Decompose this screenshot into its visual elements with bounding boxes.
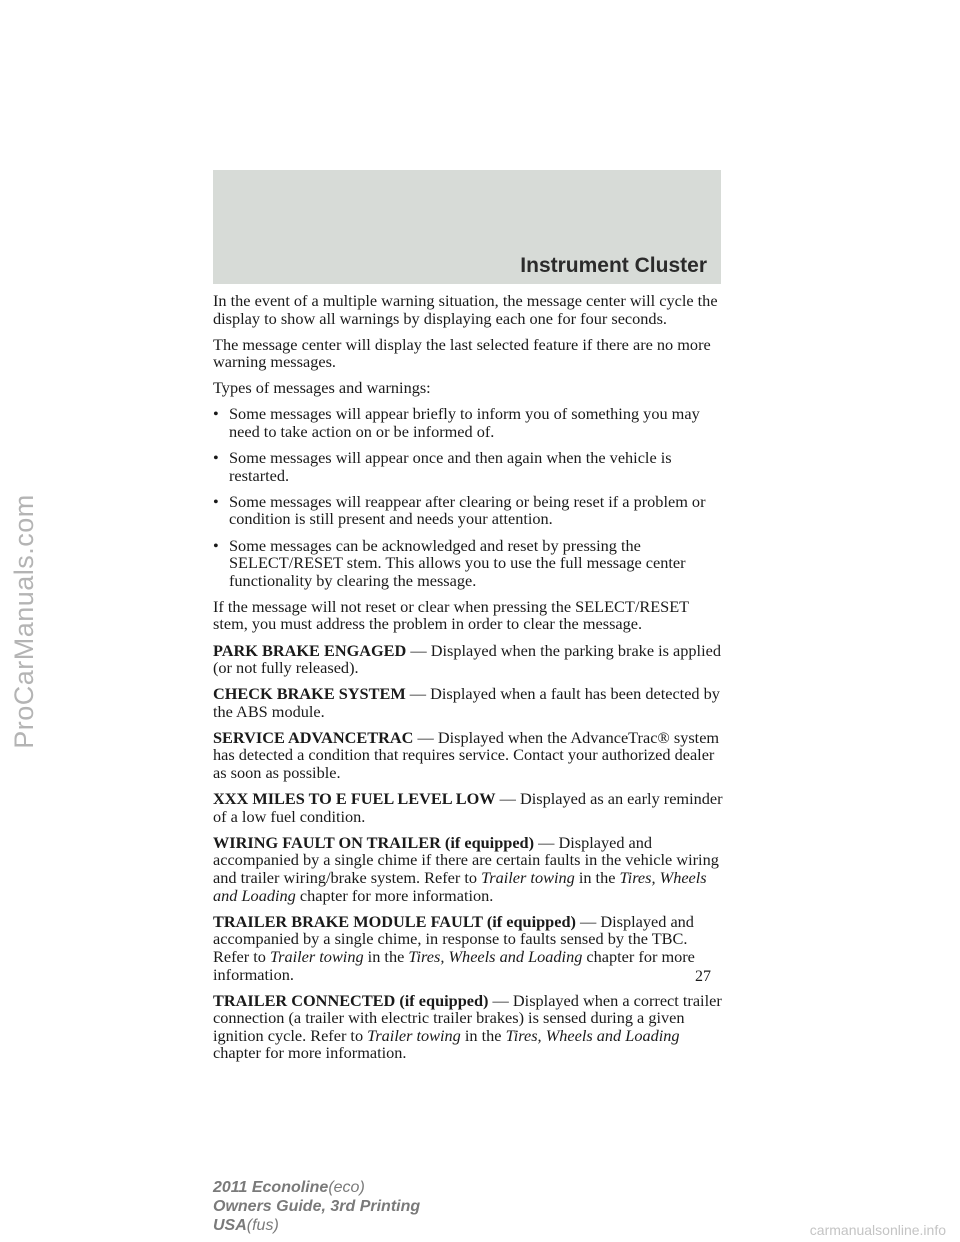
message-wiring-fault xyxy=(213,834,723,904)
message-types-list xyxy=(213,405,723,589)
footer-model-code: (eco) xyxy=(328,1179,365,1196)
message-term: TRAILER CONNECTED (if equipped) xyxy=(213,990,489,1010)
list-item-text: Some messages can be acknowledged and reset by pressing the SELECT/RESET stem. This allows you to use the full message center functionality by clearing the message. xyxy=(229,535,686,590)
message-term: CHECK BRAKE SYSTEM xyxy=(213,684,406,704)
footer-region: USA xyxy=(213,1217,247,1234)
message-fuel-low xyxy=(213,790,723,825)
message-description-end: chapter for more information. xyxy=(295,885,494,905)
page-number: 27 xyxy=(695,968,711,985)
message-term: PARK BRAKE ENGAGED xyxy=(213,640,407,660)
list-item xyxy=(213,449,723,484)
footer-guide: Owners Guide, 3rd Printing xyxy=(213,1198,421,1215)
side-watermark xyxy=(4,0,44,1242)
message-description: — Displayed as an early reminder of a low fuel condition. xyxy=(213,789,723,826)
footer xyxy=(213,1178,420,1235)
intro-paragraph-1: In the event of a multiple warning situation, the message center will cycle the display to show all warnings by displaying each one for four seconds. xyxy=(213,291,718,328)
message-description: — Displayed and accompanied by a single chime, in response to faults sensed by the TBC. Refer to xyxy=(213,911,694,966)
footer-model: 2011 Econoline xyxy=(213,1179,329,1196)
list-item-text: Some messages will appear once and then again when the vehicle is restarted. xyxy=(229,448,672,485)
message-term: XXX MILES TO E FUEL LEVEL LOW xyxy=(213,789,496,809)
chapter-reference: Tires, Wheels and Loading xyxy=(505,1025,680,1045)
footer-region-line xyxy=(213,1216,420,1235)
message-term: WIRING FAULT ON TRAILER (if equipped) xyxy=(213,832,535,852)
footer-region-code: (fus) xyxy=(246,1217,279,1234)
intro-paragraph-3: Types of messages and warnings: xyxy=(213,378,431,398)
message-description: — Displayed when a fault has been detected by the ABS module. xyxy=(213,684,720,721)
message-description: — Displayed when the AdvanceTrac® system has detected a condition that requires service. Contact your authorized dealer as soon as possible. xyxy=(213,727,720,783)
section-header xyxy=(213,170,721,284)
message-description-mid: in the xyxy=(363,946,409,966)
intro-paragraph-2: The message center will display the last selected feature if there are no more warning messages. xyxy=(213,334,711,372)
message-check-brake xyxy=(213,685,723,720)
message-term: TRAILER BRAKE MODULE FAULT (if equipped) xyxy=(213,911,576,931)
message-trailer-connected xyxy=(213,992,723,1062)
list-item xyxy=(213,537,723,590)
footer-model-line xyxy=(213,1178,420,1197)
message-description: — Displayed when a correct trailer connection (a trailer with electric trailer brakes) is sensed during a given ignition cycle. Refer to xyxy=(213,990,722,1045)
message-term: SERVICE ADVANCETRAC xyxy=(213,727,414,747)
message-service-advancetrac xyxy=(213,729,723,782)
chapter-reference: Tires, Wheels and Loading xyxy=(213,868,707,905)
message-description-mid: in the xyxy=(460,1025,506,1045)
cross-reference: Trailer towing xyxy=(269,946,364,966)
cross-reference: Trailer towing xyxy=(481,868,575,888)
chapter-reference: Tires, Wheels and Loading xyxy=(408,946,583,966)
bullet-icon: • xyxy=(213,448,219,468)
list-item-text: Some messages will appear briefly to inform you of something you may need to take action on or be informed of. xyxy=(229,404,700,442)
reset-paragraph: If the message will not reset or clear when pressing the SELECT/RESET stem, you must address the problem in order to clear the message. xyxy=(213,596,689,634)
bullet-icon: • xyxy=(213,404,219,424)
list-item-text: Some messages will reappear after clearing or being reset if a problem or condition is still present and needs your attention. xyxy=(229,491,706,529)
message-description: — Displayed when the parking brake is applied (or not fully released). xyxy=(213,640,721,678)
message-description-mid: in the xyxy=(574,868,620,888)
bullet-icon: • xyxy=(213,491,219,511)
side-watermark-text: ProCarManuals.com xyxy=(8,493,39,749)
page-body xyxy=(213,292,723,1070)
bullet-icon: • xyxy=(213,535,219,555)
list-item xyxy=(213,493,723,528)
list-item xyxy=(213,405,723,440)
message-description-end: chapter for more information. xyxy=(213,946,695,984)
message-description-end: chapter for more information. xyxy=(213,1043,407,1063)
cross-reference: Trailer towing xyxy=(367,1025,461,1045)
message-description: — Displayed and accompanied by a single chime if there are certain faults in the vehicle wiring and trailer wiring/brake system. Refer to xyxy=(213,832,719,888)
section-title: Instrument Cluster xyxy=(520,254,707,277)
site-watermark: carmanualsonline.info xyxy=(809,1222,946,1238)
message-park-brake xyxy=(213,642,723,677)
message-trailer-brake-module xyxy=(213,913,723,983)
